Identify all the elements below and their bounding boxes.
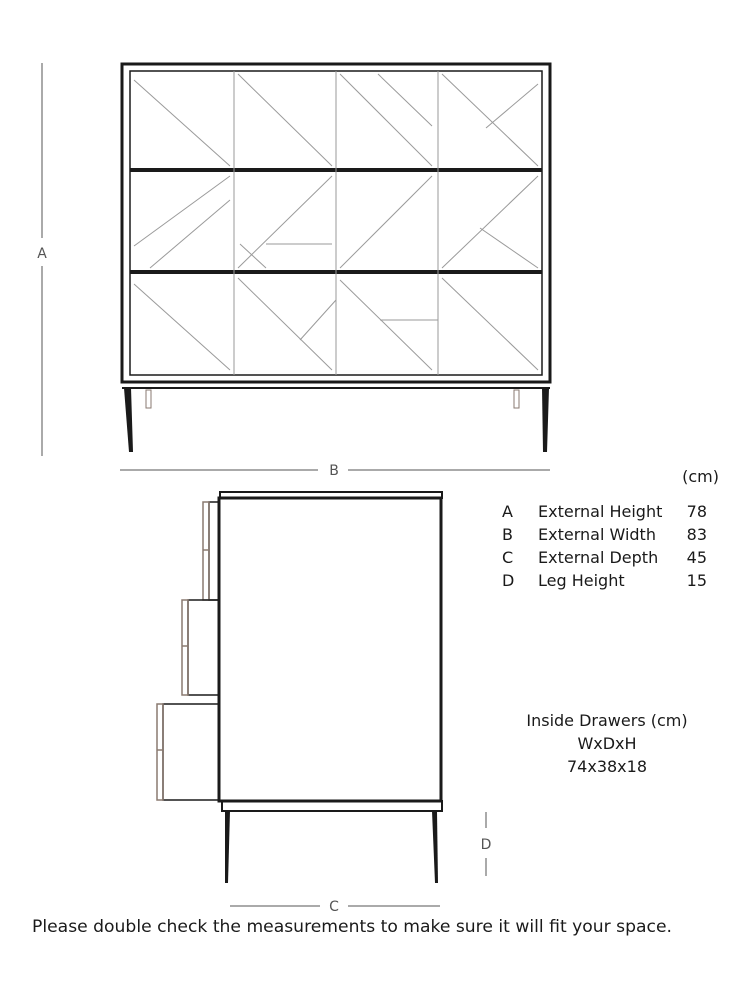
dimension-b-label: B bbox=[329, 463, 339, 479]
side-body bbox=[219, 498, 441, 801]
front-left-bracket bbox=[146, 390, 151, 408]
spec-row bbox=[502, 502, 707, 521]
front-pattern bbox=[134, 71, 538, 375]
dimension-c-label: C bbox=[329, 899, 339, 915]
spec-unit: (cm) bbox=[682, 467, 719, 486]
side-right-leg bbox=[432, 811, 438, 883]
spec-letter: B bbox=[502, 525, 513, 544]
spec-letter: D bbox=[502, 571, 515, 590]
spec-letter: A bbox=[502, 502, 513, 521]
spec-value: 83 bbox=[686, 525, 707, 544]
spec-value: 78 bbox=[686, 502, 707, 521]
inside-drawers-title: Inside Drawers (cm) bbox=[526, 711, 688, 730]
front-right-leg bbox=[542, 388, 549, 452]
side-left-leg bbox=[225, 811, 230, 883]
dimension-d-label: D bbox=[480, 837, 492, 853]
dimension-d bbox=[481, 812, 492, 876]
footer-note: Please double check the measurements to make sure it will fit your space. bbox=[32, 917, 672, 937]
dimension-c bbox=[230, 899, 440, 915]
inside-drawers-format: WxDxH bbox=[577, 734, 637, 753]
front-left-leg bbox=[124, 388, 133, 452]
inside-drawers-value: 74x38x18 bbox=[566, 757, 648, 776]
spec-row bbox=[502, 548, 707, 567]
spec-letter: C bbox=[502, 548, 514, 567]
side-view bbox=[157, 492, 442, 883]
spec-name: External Width bbox=[538, 525, 656, 544]
dimension-b bbox=[120, 463, 550, 479]
side-drawer-fronts bbox=[157, 502, 219, 800]
spec-value: 15 bbox=[686, 571, 707, 590]
spec-name: External Depth bbox=[538, 548, 659, 567]
front-right-bracket bbox=[514, 390, 519, 408]
inside-drawers-info bbox=[526, 711, 687, 776]
spec-value: 45 bbox=[686, 548, 707, 567]
dimension-a-label: A bbox=[37, 246, 47, 262]
dimension-a bbox=[37, 63, 47, 456]
front-view bbox=[122, 64, 550, 452]
spec-name: External Height bbox=[538, 502, 663, 521]
spec-row bbox=[502, 525, 707, 544]
spec-name: Leg Height bbox=[538, 571, 625, 590]
spec-table bbox=[502, 467, 719, 590]
spec-row bbox=[502, 571, 707, 590]
